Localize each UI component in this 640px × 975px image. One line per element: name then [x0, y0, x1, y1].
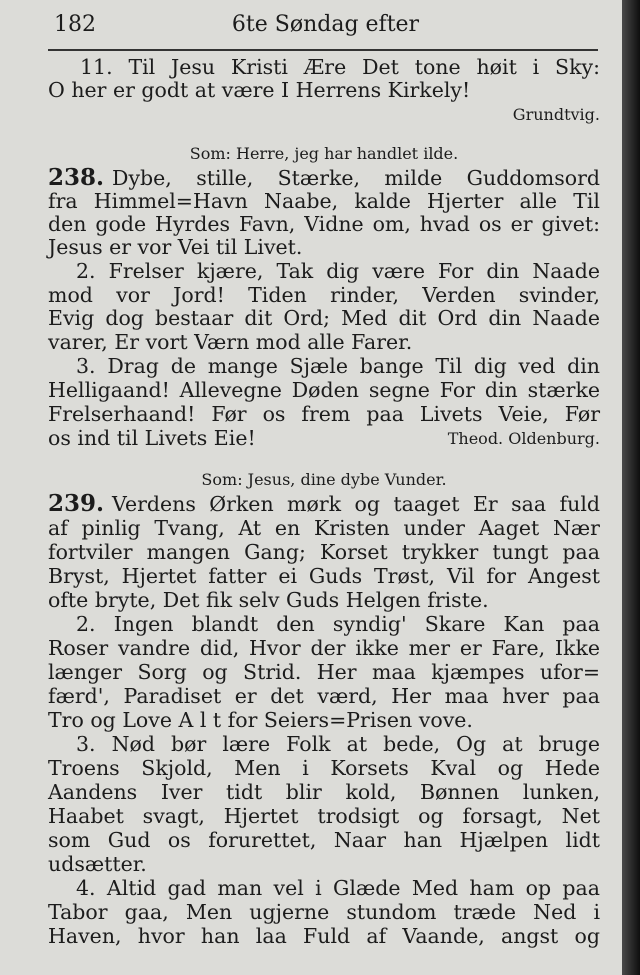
hymn-239-verse-1-line-2: af pinlig Tvang, At en Kristen under Aaget Nær [48, 516, 600, 540]
hymn-239-verse-2-line-4: færd', Paradiset er det værd, Her maa hver paa [48, 684, 600, 708]
hymn-238-verse-2-line-3: Evig dog bestaar dit Ord; Med dit Ord din Naade [48, 306, 600, 330]
hymn-239-melody: Som: Jesus, dine dybe Vunder. [201, 470, 447, 489]
hymn-239-verse-3-line-1: 3. Nød bør lære Folk at bede, Og at bruge [76, 732, 600, 756]
header-rule [48, 49, 598, 51]
hymn-239-verse-4-line-2: Tabor gaa, Men ugjerne stundom træde Ned i [48, 900, 600, 924]
hymn-238-verse-2-line-4: varer, Er vort Værn mod alle Farer. [48, 330, 413, 354]
hymn-238-verse-3-line-3: Frelserhaand! Før os frem paa Livets Veie, Før [48, 402, 600, 426]
hymn-239-verse-1-line-1: 239. Verdens Ørken mørk og taaget Er saa fuld [48, 490, 600, 517]
hymn-239-verse-1-line-5: ofte bryte, Det fik selv Guds Helgen friste. [48, 588, 489, 612]
hymn-238-verse-1-line-4: Jesus er vor Vei til Livet. [48, 235, 303, 259]
hymn-238-verse-3-line-4: os ind til Livets Eie! Theod. Oldenburg. [48, 426, 600, 450]
hymn-238-verse-2-line-1: 2. Frelser kjære, Tak dig være For din Naade [76, 259, 600, 283]
hymn-239-verse-1-line-4: Bryst, Hjertet fatter ei Guds Trøst, Vil for Angest [48, 564, 600, 588]
hymn-238-melody: Som: Herre, jeg har handlet ilde. [189, 144, 459, 163]
hymn-239-verse-3-line-5: som Gud os forurettet, Naar han Hjælpen lidt [48, 828, 600, 852]
book-spine-shadow [622, 0, 640, 975]
hymn-237-author: Grundtvig. [512, 105, 600, 124]
header-title: 6te Søndag efter [231, 12, 420, 37]
hymn-237-verse-11-line-1: 11. Til Jesu Kristi Ære Det tone høit i Sky: [80, 55, 600, 79]
hymn-239-verse-2-line-1: 2. Ingen blandt den syndig' Skare Kan paa [76, 612, 600, 636]
hymn-239-verse-2-line-3: længer Sorg og Strid. Her maa kjæmpes ufor= [48, 660, 600, 684]
page-number: 182 [54, 12, 96, 37]
hymn-number-239: 239. [48, 490, 105, 517]
hymn-239-verse-2-line-2: Roser vandre did, Hvor der ikke mer er Fare, Ikke [48, 636, 600, 660]
hymn-238-verse-1-line-3: den gode Hyrdes Favn, Vidne om, hvad os er givet: [48, 212, 600, 236]
hymn-238-author: Theod. Oldenburg. [447, 429, 600, 448]
hymn-239-verse-3-line-6: udsætter. [48, 852, 147, 876]
hymn-239-verse-2-line-5: Tro og Love A l t for Seiers=Prisen vove. [48, 708, 473, 732]
hymn-239-verse-4-line-1: 4. Altid gad man vel i Glæde Med ham op paa [76, 876, 600, 900]
hymn-238-verse-1-line-1: 238. Dybe, stille, Stærke, milde Guddomsord [48, 164, 600, 191]
hymn-238-verse-3-line-1: 3. Drag de mange Sjæle bange Til dig ved din [76, 354, 600, 378]
hymn-238-verse-3-line-2: Helligaand! Allevegne Døden segne For din stærke [48, 378, 600, 402]
hymn-239-verse-1-line-3: fortviler mangen Gang; Korset trykker tungt paa [48, 540, 600, 564]
running-header [48, 10, 603, 44]
hymn-238-verse-1-line-2: fra Himmel=Havn Naabe, kalde Hjerter alle Til [48, 189, 600, 213]
hymn-237-verse-11-line-2: O her er godt at være I Herrens Kirkely! [48, 78, 471, 102]
hymn-number-238: 238. [48, 164, 105, 191]
hymn-238-verse-2-line-2: mod vor Jord! Tiden rinder, Verden svinder, [48, 283, 600, 307]
hymn-239-verse-3-line-2: Troens Skjold, Men i Korsets Kval og Hede [48, 756, 600, 780]
hymn-239-verse-3-line-4: Haabet svagt, Hjertet trodsigt og forsagt, Net [48, 804, 600, 828]
hymn-239-verse-3-line-3: Aandens Iver tidt blir kold, Bønnen lunken, [48, 780, 600, 804]
hymn-239-verse-4-line-3: Haven, hvor han laa Fuld af Vaande, angst og [48, 924, 600, 948]
